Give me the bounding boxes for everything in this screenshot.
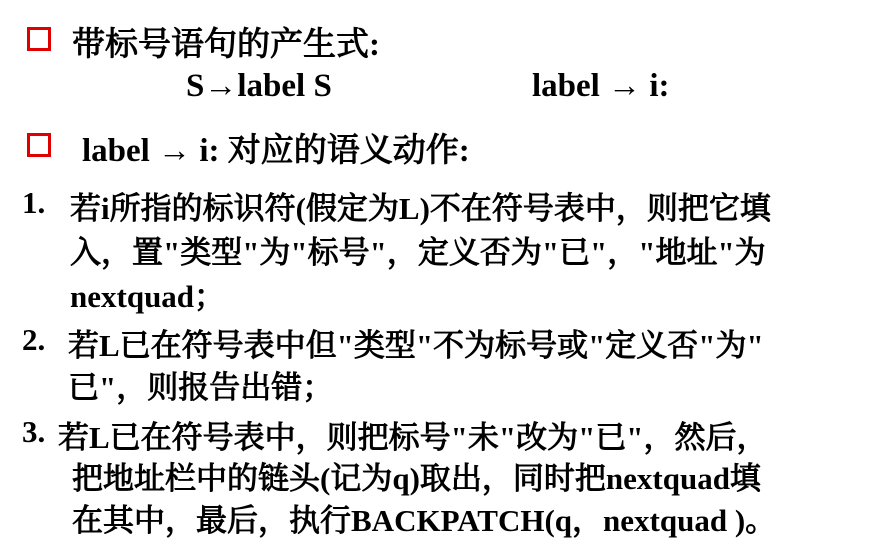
bullet-square-icon — [27, 27, 51, 51]
item-line: 若L已在符号表中，则把标号"未"改为"已"，然后， — [58, 420, 768, 455]
item-line: 把地址栏中的链头(记为q)取出，同时把nextquad填 — [72, 461, 761, 496]
item-number: 3. — [22, 414, 46, 449]
production-right: label → i: — [532, 68, 670, 104]
item-line: nextquad； — [70, 279, 226, 314]
item-line: 若L已在符号表中但"类型"不为标号或"定义否"为" — [68, 328, 764, 363]
item-line: 若i所指的标识符(假定为L)不在符号表中，则把它填 — [70, 191, 771, 226]
production-left: S→label S — [186, 68, 332, 104]
item-line: 入，置"类型"为"标号"，定义否为"已"，"地址"为 — [70, 235, 766, 270]
heading-productions: 带标号语句的产生式: — [72, 27, 380, 63]
item-number: 2. — [22, 322, 46, 357]
item-line: 已"，则报告出错； — [68, 370, 334, 405]
item-number: 1. — [22, 185, 46, 220]
bullet-square-icon — [27, 133, 51, 157]
item-line: 在其中，最后，执行BACKPATCH(q，nextquad )。 — [72, 503, 777, 538]
heading-semantic-actions: label → i: 对应的语义动作: — [82, 133, 470, 169]
